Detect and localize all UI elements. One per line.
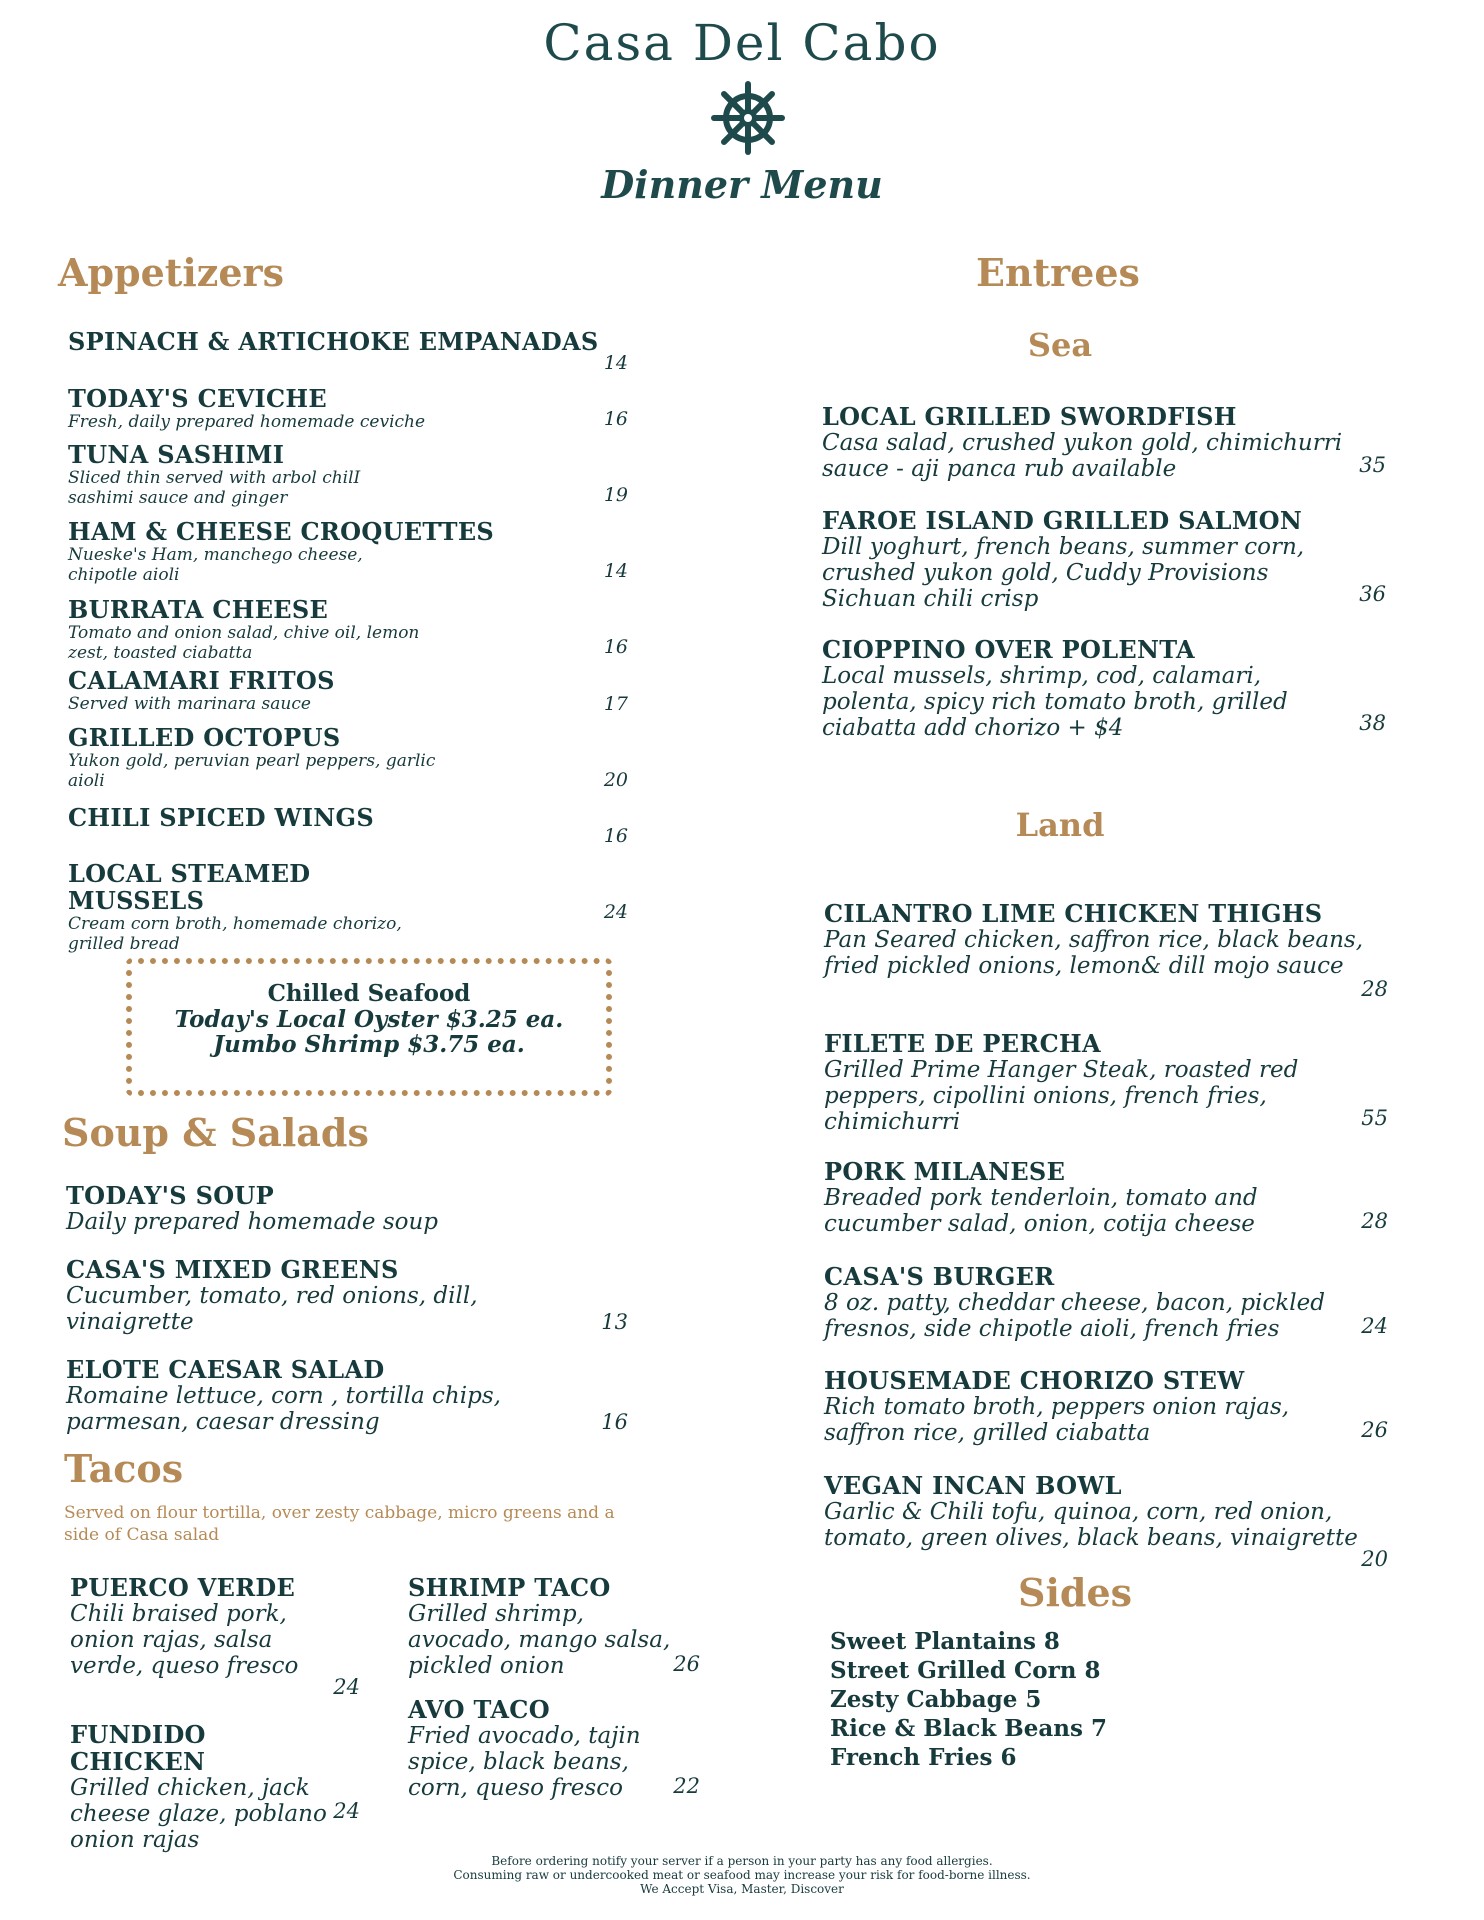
- item-price: 16: [603, 408, 628, 430]
- item-name: ELOTE CAESAR SALAD: [66, 1355, 385, 1384]
- item-name: TUNA SASHIMI: [68, 440, 285, 469]
- land-heading: Land: [1015, 806, 1105, 844]
- entrees-heading: Entrees: [976, 250, 1140, 295]
- menu-item: [68, 385, 628, 432]
- menu-item: [824, 1158, 1324, 1237]
- item-price: 55: [1361, 1106, 1388, 1130]
- item-name: FILETE DE PERCHA: [824, 1029, 1101, 1058]
- item-price: 14: [603, 352, 628, 374]
- menu-item: [822, 403, 1382, 482]
- item-description: Casa salad, crushed yukon gold, chimichurri sauce - aji panca rub available: [822, 430, 1343, 482]
- item-price: 16: [603, 825, 628, 847]
- item-price: 20: [1361, 1547, 1388, 1571]
- sea-heading: Sea: [1027, 326, 1093, 364]
- item-name: TODAY'S SOUP: [66, 1181, 274, 1210]
- side-item: Zesty Cabbage 5: [830, 1686, 1042, 1713]
- payment-info: We Accept Visa, Master, Discover: [640, 1882, 844, 1896]
- item-description: Cucumber, tomato, red onions, dill, vinaigrette: [66, 1283, 478, 1335]
- menu-item: [66, 1356, 546, 1435]
- item-name: HOUSEMADE CHORIZO STEW: [824, 1366, 1245, 1395]
- menu-item: [824, 1367, 1344, 1446]
- item-price: 14: [603, 560, 628, 582]
- chilled-seafood-title: Chilled Seafood: [267, 980, 471, 1007]
- side-item: Rice & Black Beans 7: [830, 1715, 1107, 1742]
- side-item: Sweet Plantains 8: [830, 1628, 1060, 1655]
- item-price: 24: [603, 901, 628, 923]
- item-description: Nueske's Ham, manchego cheese, chipotle aioli: [68, 545, 363, 585]
- item-description: Pan Seared chicken, saffron rice, black beans, fried pickled onions, lemon& dill mojo sauce: [824, 927, 1364, 979]
- item-description: Breaded pork tenderloin, tomato and cucumber salad, onion, cotija cheese: [824, 1185, 1258, 1237]
- item-price: 20: [603, 769, 628, 791]
- item-description: Yukon gold, peruvian pearl peppers, garlic aioli: [68, 751, 436, 791]
- item-name: CIOPPINO OVER POLENTA: [822, 635, 1195, 664]
- item-price: 22: [673, 1774, 700, 1798]
- tacos-heading: Tacos: [64, 1446, 184, 1491]
- item-price: 24: [333, 1675, 360, 1699]
- menu-item: [408, 1696, 668, 1801]
- menu-item: [68, 724, 448, 791]
- item-description: Local mussels, shrimp, cod, calamari, polenta, spicy rich tomato broth, grilled ciabatta add chorizo + $4: [822, 663, 1288, 741]
- item-name: CASA'S MIXED GREENS: [66, 1255, 399, 1284]
- tacos-note: Served on flour tortilla, over zesty cabbage, micro greens and a side of Casa salad: [64, 1503, 615, 1545]
- oyster-price: Today's Local Oyster $3.25 ea.: [174, 1006, 564, 1033]
- menu-item: [68, 667, 628, 714]
- menu-item: [66, 1256, 536, 1335]
- menu-item: [408, 1574, 688, 1679]
- soup-salads-heading: Soup & Salads: [62, 1110, 369, 1155]
- item-name: VEGAN INCAN BOWL: [824, 1471, 1122, 1500]
- item-price: 13: [601, 1310, 628, 1334]
- menu-item: [68, 596, 428, 663]
- allergy-notice: Before ordering notify your server if a person in your party has any food allergies.: [491, 1854, 993, 1868]
- item-price: 24: [333, 1799, 360, 1823]
- menu-item: [68, 860, 448, 954]
- menu-item: [68, 441, 408, 508]
- sides-list: [830, 1627, 1107, 1772]
- item-description: Tomato and onion salad, chive oil, lemon zest, toasted ciabatta: [68, 623, 420, 663]
- menu-title: Dinner Menu: [601, 162, 883, 207]
- menu-item: [68, 518, 608, 585]
- ship-wheel-icon: [710, 80, 786, 156]
- item-description: Romaine lettuce, corn , tortilla chips, parmesan, caesar dressing: [66, 1383, 501, 1435]
- item-name: PUERCO VERDE: [70, 1573, 296, 1602]
- menu-item: [70, 1721, 340, 1853]
- menu-item: [68, 328, 628, 355]
- item-description: Rich tomato broth, peppers onion rajas, saffron rice, grilled ciabatta: [824, 1394, 1290, 1446]
- shrimp-price: Jumbo Shrimp $3.75 ea.: [213, 1031, 525, 1058]
- item-price: 35: [1359, 453, 1386, 477]
- item-description: Dill yoghurt, french beans, summer corn, crushed yukon gold, Cuddy Provisions Sichuan chili crisp: [822, 534, 1305, 612]
- item-name: PORK MILANESE: [824, 1157, 1066, 1186]
- item-description: Chili braised pork, onion rajas, salsa verde, queso fresco: [70, 1601, 299, 1679]
- item-description: Daily prepared homemade soup: [66, 1209, 439, 1235]
- item-name: LOCAL GRILLED SWORDFISH: [822, 402, 1237, 431]
- item-price: 24: [1361, 1314, 1388, 1338]
- item-name: CHILI SPICED WINGS: [68, 803, 374, 832]
- item-name: CALAMARI FRITOS: [68, 666, 335, 695]
- item-price: 28: [1361, 1209, 1388, 1233]
- item-name: SPINACH & ARTICHOKE EMPANADAS: [68, 327, 599, 356]
- item-name: SHRIMP TACO: [408, 1573, 611, 1602]
- menu-item: [66, 1182, 626, 1235]
- item-price: 17: [603, 693, 628, 715]
- item-description: Served with marinara sauce: [68, 694, 311, 714]
- item-name: LOCAL STEAMED MUSSELS: [68, 859, 311, 915]
- item-price: 36: [1359, 582, 1386, 606]
- side-item: French Fries 6: [830, 1744, 1017, 1771]
- menu-item: [824, 900, 1384, 979]
- item-name: AVO TACO: [408, 1695, 550, 1724]
- item-description: Garlic & Chili tofu, quinoa, corn, red onion, tomato, green olives, black beans, vinaigrette: [824, 1499, 1358, 1551]
- item-price: 16: [603, 636, 628, 658]
- item-description: Cream corn broth, homemade chorizo, grilled bread: [68, 914, 402, 954]
- item-price: 38: [1359, 711, 1386, 735]
- footer-notice: [0, 1854, 1484, 1896]
- menu-item: [822, 636, 1342, 741]
- menu-item: [822, 507, 1342, 612]
- item-name: GRILLED OCTOPUS: [68, 723, 341, 752]
- menu-item: [824, 1472, 1384, 1551]
- item-price: 19: [603, 484, 628, 506]
- item-name: TODAY'S CEVICHE: [68, 384, 327, 413]
- side-item: Street Grilled Corn 8: [830, 1657, 1101, 1684]
- menu-item: [70, 1574, 340, 1679]
- menu-item: [824, 1030, 1344, 1135]
- item-description: Sliced thin served with arbol chilI sashimi sauce and ginger: [68, 468, 361, 508]
- item-name: CASA'S BURGER: [824, 1262, 1055, 1291]
- item-description: Fried avocado, tajin spice, black beans, corn, queso fresco: [408, 1723, 641, 1801]
- item-price: 26: [1361, 1418, 1388, 1442]
- item-name: FAROE ISLAND GRILLED SALMON: [822, 506, 1303, 535]
- appetizers-heading: Appetizers: [58, 250, 284, 295]
- menu-item: [68, 804, 628, 831]
- item-price: 28: [1361, 977, 1388, 1001]
- item-price: 16: [601, 1410, 628, 1434]
- item-description: Grilled chicken, jack cheese glaze, poblano onion rajas: [70, 1775, 327, 1853]
- item-name: FUNDIDO CHICKEN: [70, 1720, 206, 1776]
- item-description: Grilled Prime Hanger Steak, roasted red peppers, cipollini onions, french fries, chimichurri: [824, 1057, 1299, 1135]
- item-description: Grilled shrimp, avocado, mango salsa, pickled onion: [408, 1601, 671, 1679]
- menu-item: [824, 1263, 1354, 1342]
- item-description: Fresh, daily prepared homemade ceviche: [68, 412, 426, 432]
- sides-heading: Sides: [1018, 1570, 1133, 1615]
- item-name: HAM & CHEESE CROQUETTES: [68, 517, 495, 546]
- item-name: CILANTRO LIME CHICKEN THIGHS: [824, 899, 1323, 928]
- item-description: 8 oz. patty, cheddar cheese, bacon, pickled fresnos, side chipotle aioli, french fries: [824, 1290, 1325, 1342]
- restaurant-name: Casa Del Cabo: [543, 14, 941, 72]
- item-price: 26: [673, 1652, 700, 1676]
- raw-food-warning: Consuming raw or undercooked meat or seafood may increase your risk for food-borne illness.: [453, 1868, 1031, 1882]
- item-name: BURRATA CHEESE: [68, 595, 329, 624]
